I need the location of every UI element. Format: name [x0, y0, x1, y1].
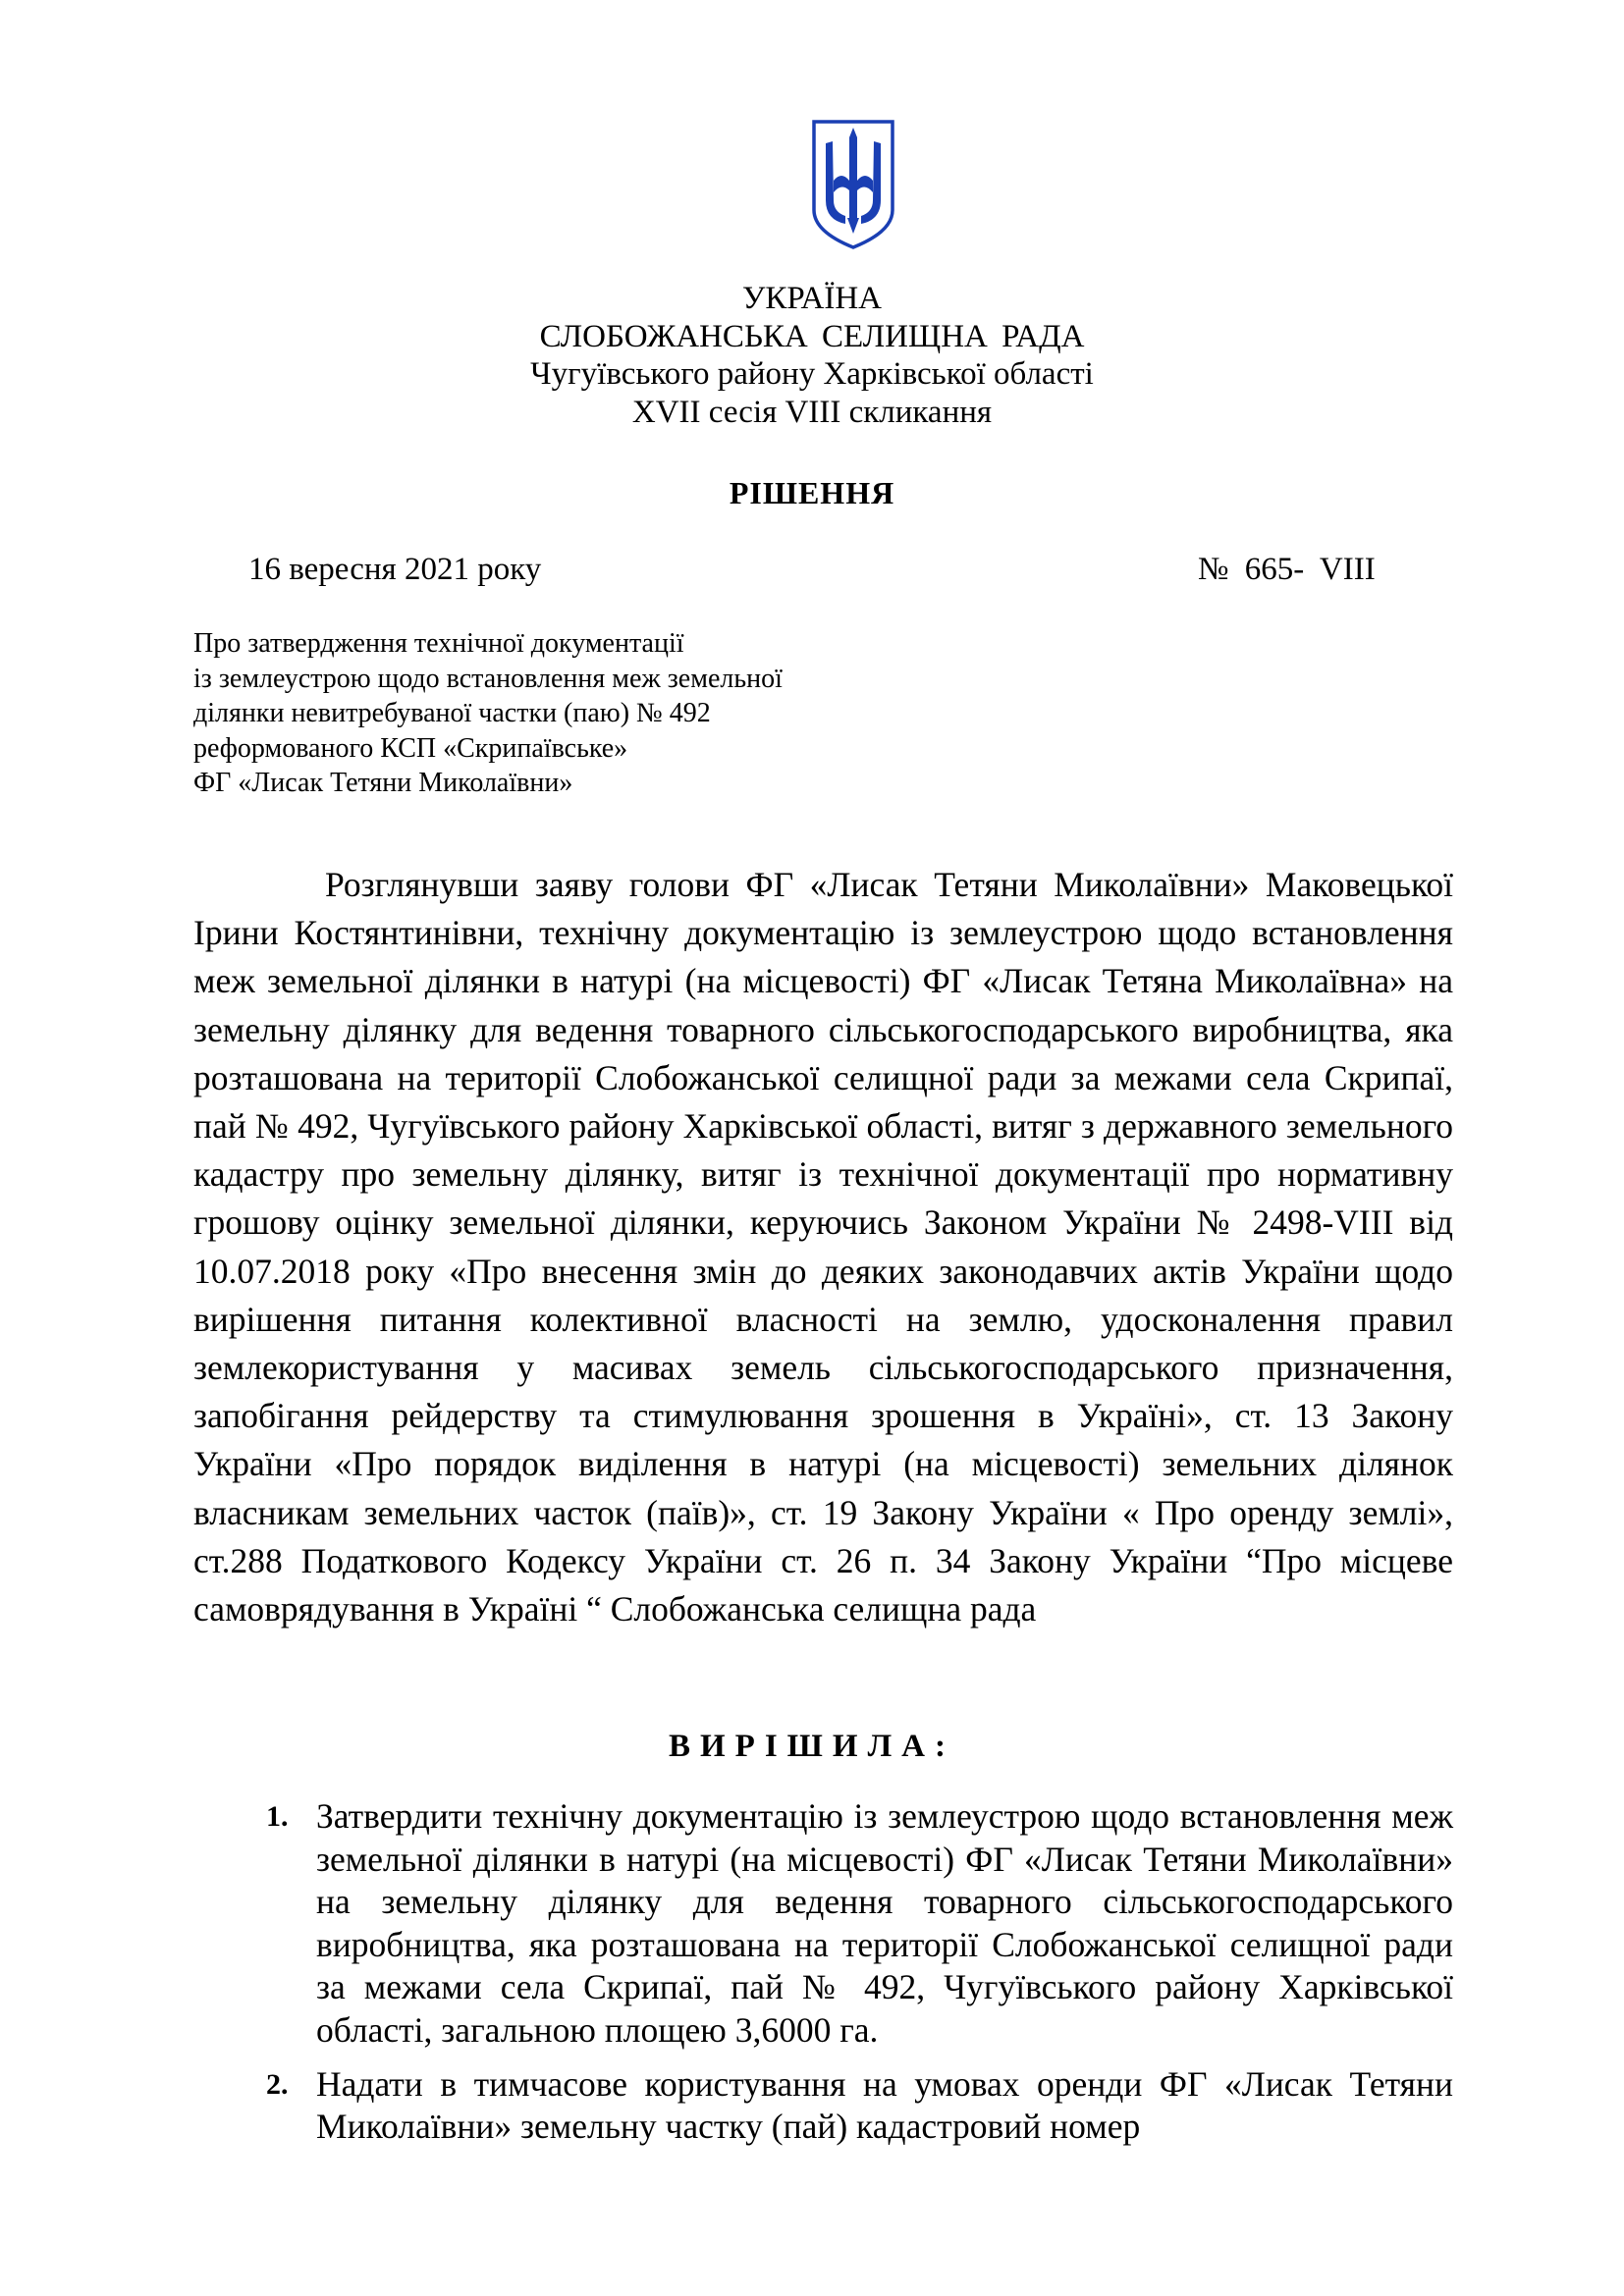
council-name: СЛОБОЖАНСЬКА СЕЛИЩНА РАДА [539, 318, 1085, 354]
item-text: Надати в тимчасове користування на умовах оренди ФГ «Лисак Тетяни Миколаївни» земельну частку (пай) кадастровий номер [316, 2063, 1453, 2147]
decided-heading: ВИРІШИЛА: [669, 1729, 955, 1764]
decision-subject [193, 626, 783, 801]
coat-of-arms-trident-icon [808, 116, 898, 251]
decision-item [193, 1795, 1453, 2053]
preamble-first-word: Розглянувши [325, 865, 519, 904]
subject-line: Про затвердження технічної документації [193, 628, 684, 659]
session-name: XVII сесія VIII скликання [631, 394, 993, 430]
decision-number: № 665- VIII [1198, 552, 1376, 587]
subject-line: реформованого КСП «Скрипаївське» [193, 732, 628, 764]
subject-line: ділянки невитребуваної частки (паю) № 492 [193, 698, 711, 728]
document-header [0, 280, 1624, 431]
document-title: РІШЕННЯ [729, 475, 895, 510]
item-number: 1. [266, 1800, 289, 1833]
subject-line: із землеустрою щодо встановлення меж земельної [193, 663, 783, 694]
decision-items [193, 1795, 1453, 2160]
item-text: Затвердити технічну документацію із землеустрою щодо встановлення меж земельної ділянки в натурі (на місцевості) ФГ «Лисак Тетяни Миколаївни» на земельну ділянку для ведення товарного сільськогосподарського виробництва, яка розташована на території Слобожанської селищної ради за межами села Скрипаї, пай № 492, Чугуївського району Харківської області, загальною площею 3,6000 га. [316, 1796, 1453, 2050]
item-number: 2. [266, 2067, 289, 2101]
preamble-text: заяву голови ФГ «Лисак Тетяни Миколаївни» Маковецької Ірини Костянтинівни, технічну документацію із землеустрою щодо встановлення меж земельної ділянки в натурі (на місцевості) ФГ «Лисак Тетяна Миколаївна» на земельну ділянку для ведення товарного сільськогосподарського виробництва, яка розташована на території Слобожанської селищної ради за межами села Скрипаї, пай № 492, Чугуївського району Харківської області, витяг з державного земельного кадастру про земельну ділянку, витяг із технічної документації про нормативну грошову оцінку земельної ділянки, керуючись Законом України № 2498-VIII від 10.07.2018 року «Про внесення змін до деяких законодавчих актів України щодо вирішення питання колективної власності на землю, удосконалення правил землекористування у масивах земель сільськогосподарського призначення, запобігання рейдерству та стимулювання зрошення в Україні», ст. 13 Закону України «Про порядок виділення в натурі (на місцевості) земельних ділянок власникам земельних часток (паїв)», ст. 19 Закону України « Про оренду землі», ст.288 Податкового Кодексу України ст. 26 п. 34 Закону України “Про місцеве самоврядування в Україні “ Слобожанська селищна рада [193, 865, 1453, 1629]
district-name: Чугуївського району Харківської області [530, 356, 1094, 392]
decision-date: 16 вересня 2021 року [248, 552, 542, 587]
decision-item [193, 2063, 1453, 2149]
country-name: УКРАЇНА [742, 281, 882, 316]
preamble-paragraph [193, 861, 1453, 1633]
subject-line: ФГ «Лисак Тетяни Миколаївни» [193, 768, 573, 798]
